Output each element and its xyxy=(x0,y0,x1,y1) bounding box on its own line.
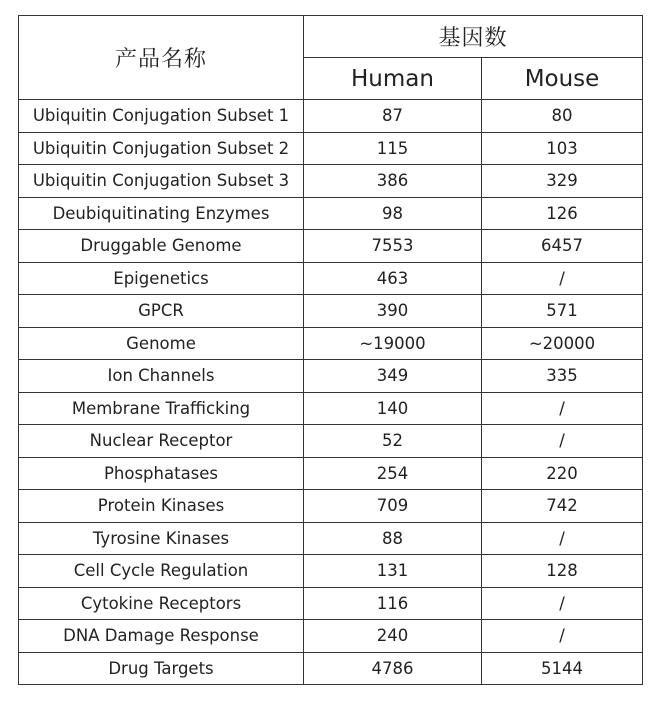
table-row xyxy=(19,587,643,620)
table-row xyxy=(19,230,643,263)
product-name-cell: Cell Cycle Regulation xyxy=(19,555,304,588)
human-count-cell: 52 xyxy=(304,425,482,458)
table-row xyxy=(19,555,643,588)
human-count-cell: 131 xyxy=(304,555,482,588)
mouse-count-cell: 128 xyxy=(482,555,643,588)
mouse-count-cell: / xyxy=(482,587,643,620)
table-row xyxy=(19,425,643,458)
table-row xyxy=(19,360,643,393)
human-count-cell: 349 xyxy=(304,360,482,393)
product-name-header: 产品名称 xyxy=(19,16,304,100)
mouse-count-cell: 5144 xyxy=(482,652,643,685)
mouse-count-cell: 329 xyxy=(482,165,643,198)
table-row xyxy=(19,165,643,198)
human-count-cell: ~19000 xyxy=(304,327,482,360)
product-name-cell: Genome xyxy=(19,327,304,360)
product-name-cell: DNA Damage Response xyxy=(19,620,304,653)
table-row xyxy=(19,327,643,360)
human-header: Human xyxy=(304,58,482,100)
mouse-count-cell: 742 xyxy=(482,490,643,523)
mouse-count-cell: 80 xyxy=(482,100,643,133)
mouse-count-cell: 571 xyxy=(482,295,643,328)
mouse-count-cell: / xyxy=(482,425,643,458)
product-name-cell: Druggable Genome xyxy=(19,230,304,263)
table-row xyxy=(19,620,643,653)
product-name-cell: GPCR xyxy=(19,295,304,328)
product-name-cell: Ion Channels xyxy=(19,360,304,393)
product-name-cell: Drug Targets xyxy=(19,652,304,685)
table-row xyxy=(19,262,643,295)
human-count-cell: 88 xyxy=(304,522,482,555)
table-row xyxy=(19,295,643,328)
product-name-cell: Nuclear Receptor xyxy=(19,425,304,458)
human-count-cell: 87 xyxy=(304,100,482,133)
table-row xyxy=(19,522,643,555)
mouse-header: Mouse xyxy=(482,58,643,100)
product-name-cell: Phosphatases xyxy=(19,457,304,490)
table-row xyxy=(19,100,643,133)
human-count-cell: 7553 xyxy=(304,230,482,263)
human-count-cell: 98 xyxy=(304,197,482,230)
table-row xyxy=(19,197,643,230)
human-count-cell: 140 xyxy=(304,392,482,425)
product-name-cell: Ubiquitin Conjugation Subset 2 xyxy=(19,132,304,165)
human-count-cell: 390 xyxy=(304,295,482,328)
product-name-cell: Tyrosine Kinases xyxy=(19,522,304,555)
product-name-cell: Deubiquitinating Enzymes xyxy=(19,197,304,230)
product-name-cell: Ubiquitin Conjugation Subset 3 xyxy=(19,165,304,198)
mouse-count-cell: / xyxy=(482,392,643,425)
product-name-cell: Epigenetics xyxy=(19,262,304,295)
mouse-count-cell: 220 xyxy=(482,457,643,490)
human-count-cell: 254 xyxy=(304,457,482,490)
mouse-count-cell: / xyxy=(482,620,643,653)
mouse-count-cell: ~20000 xyxy=(482,327,643,360)
human-count-cell: 240 xyxy=(304,620,482,653)
human-count-cell: 709 xyxy=(304,490,482,523)
human-count-cell: 4786 xyxy=(304,652,482,685)
table-body xyxy=(19,100,643,685)
table-row xyxy=(19,132,643,165)
gene-count-header: 基因数 xyxy=(304,16,643,58)
table-row xyxy=(19,392,643,425)
mouse-count-cell: 335 xyxy=(482,360,643,393)
human-count-cell: 386 xyxy=(304,165,482,198)
mouse-count-cell: / xyxy=(482,522,643,555)
human-count-cell: 115 xyxy=(304,132,482,165)
product-name-cell: Cytokine Receptors xyxy=(19,587,304,620)
gene-count-table xyxy=(18,15,643,685)
mouse-count-cell: 6457 xyxy=(482,230,643,263)
table-row xyxy=(19,490,643,523)
table-row xyxy=(19,652,643,685)
header-row xyxy=(19,16,643,58)
product-name-cell: Ubiquitin Conjugation Subset 1 xyxy=(19,100,304,133)
table-row xyxy=(19,457,643,490)
product-name-cell: Protein Kinases xyxy=(19,490,304,523)
human-count-cell: 463 xyxy=(304,262,482,295)
mouse-count-cell: 126 xyxy=(482,197,643,230)
human-count-cell: 116 xyxy=(304,587,482,620)
product-name-cell: Membrane Trafficking xyxy=(19,392,304,425)
mouse-count-cell: / xyxy=(482,262,643,295)
mouse-count-cell: 103 xyxy=(482,132,643,165)
